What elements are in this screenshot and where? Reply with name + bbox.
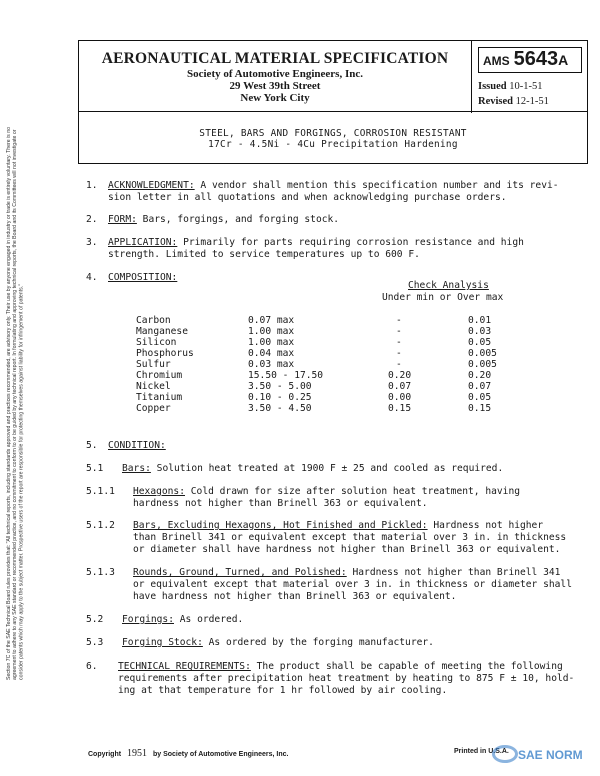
element-under: 0.20 (388, 370, 412, 381)
under-min-label: Under min (382, 292, 434, 303)
element-name: Titanium (136, 392, 183, 403)
section-6-line-1 (118, 661, 563, 673)
issued-date: 10-1-51 (509, 81, 543, 92)
issued-line (478, 81, 542, 92)
section-5-2-line (122, 614, 243, 626)
section-5-1-number: 5.1 (86, 463, 104, 474)
element-under: 0.07 (388, 381, 412, 392)
element-name: Silicon (136, 337, 177, 348)
spec-title: AERONAUTICAL MATERIAL SPECIFICATION (101, 50, 449, 67)
section-5-heading: CONDITION: (108, 440, 166, 451)
composition-row (0, 403, 600, 414)
section-5-1-2-heading: Bars, Excluding Hexagons, Hot Finished and Pickled: (133, 520, 428, 531)
section-4-heading: COMPOSITION: (108, 272, 178, 283)
section-5-1-line (122, 463, 503, 475)
society-name: Society of Automotive Engineers, Inc. (187, 68, 363, 80)
subject-box (78, 112, 588, 164)
element-range: 3.50 - 4.50 (248, 403, 312, 414)
over-max-label: Over max (457, 292, 504, 303)
element-range: 1.00 max (248, 337, 295, 348)
section-5-2-text: As ordered. (179, 614, 244, 625)
element-under: - (396, 337, 402, 348)
element-over: 0.01 (468, 315, 492, 326)
section-5-1-2-text-3: or diameter shall have hardness not higher than Brinell 363 or equivalent. (133, 544, 561, 555)
section-2-line (108, 214, 339, 226)
ams-number: 5643 (513, 48, 559, 70)
copyright-holder: by Society of Automotive Engineers, Inc. (152, 751, 289, 758)
watermark-logo-icon (492, 745, 518, 763)
header-center (79, 41, 471, 113)
section-5-1-1-number: 5.1.1 (86, 486, 115, 497)
section-5-1-3-number: 5.1.3 (86, 567, 115, 578)
section-1-number: 1. (86, 180, 98, 191)
element-name: Carbon (136, 315, 171, 326)
element-over: 0.005 (468, 348, 497, 359)
revised-label: Revised (478, 96, 513, 107)
section-6-text-2: requirements after precipitation heat treatment by heating to 875 F ± 10, hold- (118, 673, 575, 684)
section-5-1-2-text-2: than Brinell 341 or equivalent except that material over 3 in. in thickness (133, 532, 567, 543)
section-1-heading: ACKNOWLEDGMENT: (108, 180, 195, 191)
element-name: Nickel (136, 381, 171, 392)
element-over: 0.05 (468, 392, 492, 403)
section-3-number: 3. (86, 237, 98, 248)
revised-date: 12-1-51 (515, 96, 549, 107)
element-under: 0.00 (388, 392, 412, 403)
element-range: 0.07 max (248, 315, 295, 326)
composition-row (0, 359, 600, 370)
section-6-text-1: The product shall be capable of meeting the following (256, 661, 563, 672)
subject-line-1: STEEL, BARS AND FORGINGS, CORROSION RESISTANT (199, 128, 467, 139)
section-5-1-3-heading: Rounds, Ground, Turned, and Polished: (133, 567, 347, 578)
printed-in: Printed in U.S.A. (454, 748, 509, 755)
element-under: 0.15 (388, 403, 412, 414)
copyright-year: 1951 (127, 748, 148, 759)
section-1-text-2: sion letter in all quotations and when acknowledging purchase orders. (108, 192, 507, 203)
composition-row (0, 348, 600, 359)
section-5-1-2-line-1 (133, 520, 543, 532)
element-over: 0.05 (468, 337, 492, 348)
section-5-3-line (122, 637, 434, 649)
section-5-1-1-text-2: hardness not higher than Brinell 363 or equivalent. (133, 498, 428, 509)
element-range: 0.03 max (248, 359, 295, 370)
element-name: Manganese (136, 326, 188, 337)
element-range: 0.10 - 0.25 (248, 392, 312, 403)
copyright-word: Copyright (88, 751, 122, 758)
section-4-number: 4. (86, 272, 98, 283)
element-over: 0.20 (468, 370, 492, 381)
revised-line (478, 96, 549, 107)
element-over: 0.07 (468, 381, 492, 392)
element-range: 1.00 max (248, 326, 295, 337)
section-5-1-3-text-1: Hardness not higher than Brinell 341 (352, 567, 561, 578)
section-5-3-number: 5.3 (86, 637, 104, 648)
copyright-line (88, 748, 288, 759)
section-5-1-3-line-1 (133, 567, 560, 579)
section-5-1-1-line-1 (133, 486, 520, 498)
composition-row (0, 315, 600, 326)
header-right (471, 41, 587, 113)
section-3-heading: APPLICATION: (108, 237, 178, 248)
society-city: New York City (240, 92, 310, 104)
issued-label: Issued (478, 81, 507, 92)
check-analysis-subhead (382, 292, 503, 304)
section-5-1-3-text-2: or equivalent except that material over 3 in. in thickness or diameter shall (133, 579, 572, 590)
society-street: 29 West 39th Street (229, 80, 321, 92)
section-5-3-text: As ordered by the forging manufacturer. (208, 637, 434, 648)
section-6-number: 6. (86, 661, 98, 672)
subject-line-2: 17Cr - 4.5Ni - 4Cu Precipitation Hardening (208, 139, 458, 150)
check-analysis-title-text: Check Analysis (408, 280, 489, 291)
element-name: Copper (136, 403, 171, 414)
composition-row (0, 326, 600, 337)
section-3-text-1: Primarily for parts requiring corrosion resistance and high (183, 237, 524, 248)
section-5-3-heading: Forging Stock: (122, 637, 203, 648)
section-6-text-3: ing at that temperature for 1 hr followed by air cooling. (118, 685, 448, 696)
element-under: - (396, 348, 402, 359)
element-under: - (396, 315, 402, 326)
element-over: 0.005 (468, 359, 497, 370)
section-5-2-heading: Forgings: (122, 614, 174, 625)
section-5-1-3-text-3: have hardness not higher than Brinell 363 or equivalent. (133, 591, 457, 602)
section-5-1-heading: Bars: (122, 463, 151, 474)
section-5-1-2-text-1: Hardness not higher (433, 520, 544, 531)
header-box (78, 40, 588, 112)
composition-row (0, 381, 600, 392)
watermark-brand: SAE NORM (518, 748, 583, 762)
element-name: Chromium (136, 370, 183, 381)
element-under: - (396, 359, 402, 370)
element-over: 0.15 (468, 403, 492, 414)
check-analysis-title (408, 280, 489, 292)
element-over: 0.03 (468, 326, 492, 337)
element-range: 3.50 - 5.00 (248, 381, 312, 392)
ams-label: AMS (483, 54, 510, 68)
element-range: 15.50 - 17.50 (248, 370, 324, 381)
composition-row (0, 370, 600, 381)
sidebar-disclaimer-text: Section 7C of the SAE Technical Board rules provides that: "All technical reports, including standards approved and practices recommended, are advisory only. Their use by anyone engaged in industry or trade is entirely voluntary. There is no agreement to adhere to any SAE standard or recommended practice, and no commitment to conform to or be guided by any technical report. In formulating and approving technical reports, the Board and its Committees will not investigate or consider patents which may apply to the subject matter. Prospective users of the report are responsible for protecting themselves against liability for infringement of patents." (6, 127, 25, 680)
element-under: - (396, 326, 402, 337)
section-5-line (108, 440, 166, 452)
element-range: 0.04 max (248, 348, 295, 359)
section-5-1-1-text-1: Cold drawn for size after solution heat treatment, having (190, 486, 520, 497)
section-3-line-1 (108, 237, 524, 249)
ams-revision: A (558, 52, 569, 68)
section-5-number: 5. (86, 440, 98, 451)
or-label: or (439, 292, 452, 303)
section-2-heading: FORM: (108, 214, 137, 225)
section-5-1-2-number: 5.1.2 (86, 520, 115, 531)
section-1-text-1: A vendor shall mention this specification number and its revi- (200, 180, 559, 191)
section-5-1-text: Solution heat treated at 1900 F ± 25 and cooled as required. (156, 463, 504, 474)
section-6-heading: TECHNICAL REQUIREMENTS: (118, 661, 251, 672)
section-2-text: Bars, forgings, and forging stock. (142, 214, 340, 225)
ams-number-box (478, 47, 582, 73)
section-3-text-2: strength. Limited to service temperatures up to 600 F. (108, 249, 420, 260)
section-5-1-1-heading: Hexagons: (133, 486, 185, 497)
section-1-line-1 (108, 180, 559, 192)
section-2-number: 2. (86, 214, 98, 225)
element-name: Sulfur (136, 359, 171, 370)
element-name: Phosphorus (136, 348, 194, 359)
section-4-line (108, 272, 177, 284)
composition-row (0, 337, 600, 348)
composition-row (0, 392, 600, 403)
section-5-2-number: 5.2 (86, 614, 104, 625)
